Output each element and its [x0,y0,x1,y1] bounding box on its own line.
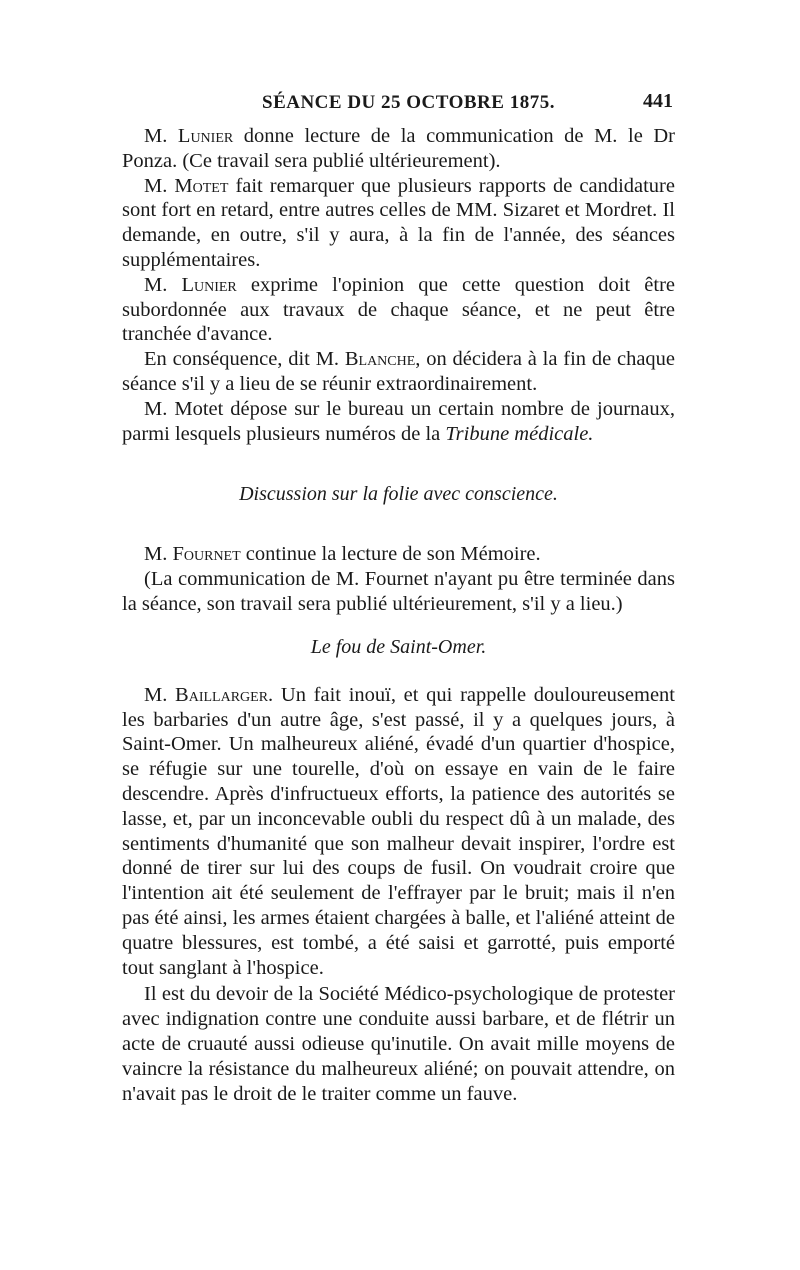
journal-title: Tribune médicale. [445,422,594,445]
paragraph-text: continue la lecture de son Mémoire. [245,543,541,566]
paragraph-text: (La communication de M. Fournet n'ayant pu être terminée dans la séance, son travail sera publié ultérieurement, s'il y a lieu.) [122,568,675,615]
paragraph-text: on décidera à la fin de chaque séance s'il y a lieu de se réunir extraordinairement. [122,348,676,395]
paragraph-lead: En conséquence, dit [144,348,310,371]
paragraph-motet-request [122,174,675,273]
speaker-name: M. Motet [144,174,229,197]
paragraph-lunier-opinion [122,273,675,347]
section-heading-saint-omer: Le fou de Saint-Omer. [310,635,487,658]
paragraph-text: fait remarquer que plusieurs rapports de candidature sont fort en retard, entre autres celles de MM. Sizaret et Mordret. Il demande, en outre, s'il y aura, à la fin de l'année, des séances supplémentaires. [122,174,675,271]
paragraph-societe-devoir [122,982,675,1106]
speaker-name: M. Baillarger. [144,683,274,706]
section-heading-folie: Discussion sur la folie avec conscience. [239,483,558,506]
paragraph-text: donne lecture de la communication de M. le Dr Ponza. (Ce travail sera publié ultérieurement). [122,125,675,172]
page-number: 441 [643,90,673,112]
paragraph-text: Un fait inouï, et qui rappelle douloureusement les barbaries d'un autre âge, s'est passé, il y a quelques jours, à Saint-Omer. Un malheureux aliéné, évadé d'un quartier d'hospice, se réfugie sur une tourelle, d'où on essaye en vain de le faire descendre. Après d'infructueux efforts, la patience des autorités se lasse, et, par un inconcevable oubli du respect dû à un malade, des sentiments d'humanité que son malheur devait inspirer, l'ordre est donné de tirer sur lui des coups de fusil. On voudrait croire que l'intention ait été seulement de l'effrayer par le bruit; mais il n'en pas été ainsi, les armes étaient chargées à balle, et l'aliéné atteint de quatre blessures, est tombé, a été saisi et garrotté, puis emporté tout sanglant à l'hospice. [122,683,675,979]
paragraph-text: exprime l'opinion que cette question doit être subordonnée aux travaux de chaque séance, et ne peut être tranchée d'avance. [122,273,676,346]
paragraph-fournet-note [122,567,675,617]
paragraph-text: M. Motet dépose sur le bureau un certain nombre de journaux, parmi lesquels plusieurs numéros de la [122,397,675,445]
paragraph-baillarger-fait [122,683,675,981]
paragraph-fournet-memoire [122,542,675,567]
running-head-title: SÉANCE DU 25 OCTOBRE 1875. [262,92,555,113]
speaker-name: M. Blanche, [315,348,421,371]
speaker-name: M. Lunier [144,125,234,147]
paragraph-motet-journals [122,397,675,447]
running-head [122,88,675,124]
speaker-name: M. Lunier [144,273,237,296]
paragraph-blanche-decision [122,347,675,397]
speaker-name: M. Fournet [144,543,241,566]
paragraph-text: Il est du devoir de la Société Médico-psychologique de protester avec indignation contre une conduite aussi barbare, et de flétrir un acte de cruauté aussi odieuse qu'inutile. On avait mille moyens de vaincre la résistance du malheureux aliéné; on pouvait attendre, on n'avait pas le droit de le traiter comme un fauve. [122,983,675,1105]
book-page [122,88,675,1106]
paragraph-lunier-ponza [122,124,675,174]
